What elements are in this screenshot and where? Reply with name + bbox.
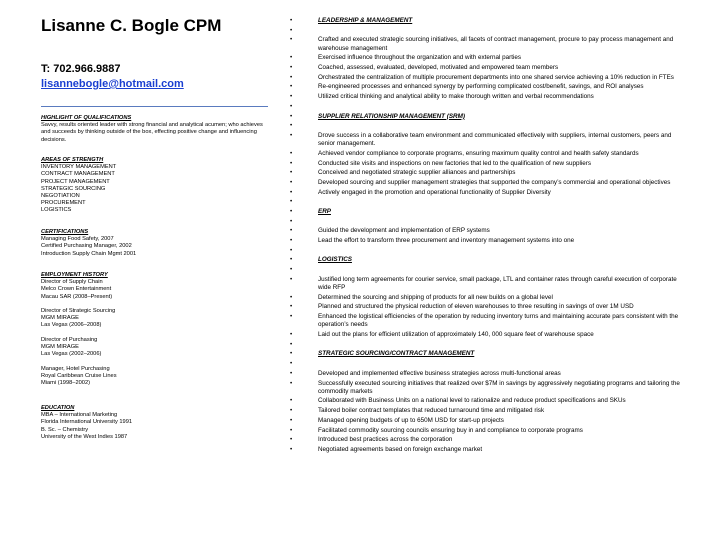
bullet-icon: • bbox=[290, 360, 293, 368]
bullet-text: Actively engaged in the promotion and operational functionality of Supplier Diversity bbox=[318, 188, 551, 196]
left-column bbox=[41, 16, 271, 440]
bullet-text: Orchestrated the centralization of multiple procurement departments into one shared service achieving a 10% reduction in FTEs bbox=[318, 73, 674, 81]
bullet-icon: • bbox=[290, 159, 293, 167]
bullet-item bbox=[290, 276, 690, 292]
bullet-icon: • bbox=[290, 112, 293, 120]
education-item: MBA – International Marketing bbox=[41, 412, 118, 419]
bullet-icon: • bbox=[290, 416, 293, 424]
bullet-icon: • bbox=[290, 340, 293, 348]
certification-item: Introduction Supply Chain Mgmt 2001 bbox=[41, 250, 137, 257]
bullet-item bbox=[290, 54, 690, 62]
bullet-text: Managed opening budgets of up to 650M USD for start-up projects bbox=[318, 416, 504, 424]
job-title: Director of Supply Chain bbox=[41, 279, 103, 286]
bullet-item bbox=[290, 446, 690, 454]
bullet-icon: • bbox=[290, 397, 293, 405]
phone-number: T: 702.966.9887 bbox=[41, 63, 121, 75]
bullet-icon: • bbox=[290, 217, 293, 225]
bullet-icon: • bbox=[290, 256, 293, 264]
bullet-item bbox=[290, 160, 690, 168]
bullet-text: Developed sourcing and supplier management strategies that supported the company’s commercial and operational objectives bbox=[318, 178, 671, 186]
strength-section bbox=[41, 157, 271, 215]
bullet-item bbox=[290, 179, 690, 187]
strength-item: CONTRACT MANAGEMENT bbox=[41, 171, 115, 178]
header-divider bbox=[41, 106, 268, 107]
bullet-icon: • bbox=[290, 64, 293, 71]
bullet-icon: • bbox=[290, 246, 293, 254]
section-heading: STRATEGIC SOURCING/CONTRACT MANAGEMENT bbox=[318, 350, 475, 358]
strength-item: PROJECT MANAGEMENT bbox=[41, 178, 110, 185]
bullet-item bbox=[290, 83, 690, 91]
bullet-icon: • bbox=[290, 266, 293, 274]
section-heading: LEADERSHIP & MANAGEMENT bbox=[318, 17, 413, 24]
bullet-text: Drove success in a collaborative team environment and communicated effectively with suppliers, internal customers, peers and senior management. bbox=[318, 131, 672, 148]
empty-bullet-row bbox=[290, 103, 690, 111]
section-heading: EDUCATION bbox=[41, 405, 75, 411]
bullet-text: Achieved vendor compliance to corporate programs, ensuring maximum quality control and health safety standards bbox=[318, 149, 639, 157]
bullet-icon: • bbox=[290, 198, 293, 206]
empty-bullet-row bbox=[290, 198, 690, 206]
bullet-text: Conceived and negotiated strategic supplier alliances and partnerships bbox=[318, 169, 516, 177]
bullet-icon: • bbox=[290, 446, 293, 453]
section-text: decisions. bbox=[41, 136, 67, 143]
employment-section bbox=[41, 272, 271, 387]
candidate-name: Lisanne C. Bogle CPM bbox=[41, 16, 222, 35]
section-heading-row bbox=[290, 256, 690, 264]
bullet-item bbox=[290, 169, 690, 177]
empty-bullet-row bbox=[290, 122, 690, 130]
bullet-icon: • bbox=[290, 149, 293, 157]
bullet-text: Laid out the plans for efficient utilization of approximately 140, 000 square feet of warehouse space bbox=[318, 331, 594, 339]
strength-item: NEGOTIATION bbox=[41, 193, 80, 200]
certification-item: Certified Purchasing Manager, 2002 bbox=[41, 243, 132, 250]
bullet-icon: • bbox=[290, 379, 293, 387]
certifications-section bbox=[41, 229, 271, 258]
bullet-item bbox=[290, 303, 690, 311]
job-title: Director of Purchasing bbox=[41, 336, 98, 343]
bullet-icon: • bbox=[290, 169, 293, 177]
bullet-item bbox=[290, 294, 690, 302]
bullet-text: Developed and implemented effective business strategies across multi-functional areas bbox=[318, 369, 561, 377]
bullet-icon: • bbox=[290, 17, 293, 24]
education-item: B. Sc. – Chemistry bbox=[41, 426, 89, 433]
bullet-text: Tailored boiler contract templates that reduced turnaround time and mitigated risk bbox=[318, 407, 545, 415]
section-heading-row bbox=[290, 113, 690, 121]
empty-bullet-row bbox=[290, 360, 690, 368]
job-location: Macau SAR (2008–Present) bbox=[41, 293, 113, 300]
bullet-text: Exercised influence throughout the organization and with external parties bbox=[318, 54, 522, 62]
section-heading: SUPPLIER RELATIONSHIP MANAGEMENT (SRM) bbox=[318, 112, 465, 120]
empty-bullet-row bbox=[290, 266, 690, 274]
bullet-icon: • bbox=[290, 426, 293, 434]
bullet-text: Coached, assessed, evaluated, developed, motivated and empowered team members bbox=[318, 64, 559, 71]
bullet-item bbox=[290, 36, 690, 52]
right-column bbox=[290, 17, 690, 456]
bullet-text: Introduced best practices across the corporation bbox=[318, 436, 453, 444]
section-heading: HIGHLIGHT OF QUALIFICATIONS bbox=[41, 115, 132, 121]
bullet-text: Facilitated commodity sourcing councils ensuring buy in and compliance to corporate programs bbox=[318, 426, 583, 434]
bullet-icon: • bbox=[290, 73, 293, 81]
bullet-icon: • bbox=[290, 313, 293, 321]
bullet-item bbox=[290, 237, 690, 245]
strength-item: STRATEGIC SOURCING bbox=[41, 185, 106, 192]
empty-bullet-row bbox=[290, 341, 690, 349]
bullet-item bbox=[290, 331, 690, 339]
bullet-icon: • bbox=[290, 93, 293, 101]
section-heading: AREAS OF STRENGTH bbox=[41, 157, 104, 163]
bullet-text: Determined the sourcing and shipping of products for all new builds on a global level bbox=[318, 293, 553, 301]
bullet-text: Utilized critical thinking and analytical ability to make thorough written and verbal recommendations bbox=[318, 93, 594, 101]
section-text: and succeeds by thinking outside of the box, effecting positive change and influencing bbox=[41, 129, 257, 136]
email-link[interactable]: lisannebogle@hotmail.com bbox=[41, 78, 184, 90]
section-heading-row bbox=[290, 350, 690, 358]
bullet-text: Justified long term agreements for courier service, small package, LTL and container rates through careful execution of corporate wide RFP bbox=[318, 275, 677, 292]
bullet-text: Lead the effort to transform three procurement and inventory management systems into one bbox=[318, 237, 575, 245]
bullet-text: Negotiated agreements based on foreign exchange market bbox=[318, 446, 483, 453]
bullet-item bbox=[290, 407, 690, 415]
section-heading: LOGISTICS bbox=[318, 256, 352, 264]
job-title: Director of Strategic Sourcing bbox=[41, 308, 116, 314]
bullet-icon: • bbox=[290, 293, 293, 301]
section-heading: ERP bbox=[318, 208, 331, 215]
strength-item: INVENTORY MANAGEMENT bbox=[41, 164, 117, 171]
bullet-icon: • bbox=[290, 26, 293, 34]
bullet-item bbox=[290, 93, 690, 101]
bullet-text: Enhanced the logistical efficiencies of the operation by reducing inventory turns and maintaining accurate pars consistent with the operation’s needs bbox=[318, 313, 679, 329]
bullet-icon: • bbox=[290, 36, 293, 44]
bullet-text: Successfully executed sourcing initiatives that realized over $7M in savings by aggressively negotiating programs and tailoring the commodity markets bbox=[318, 379, 680, 395]
strength-item: PROCUREMENT bbox=[41, 200, 86, 207]
bullet-icon: • bbox=[290, 227, 293, 235]
education-section bbox=[41, 405, 271, 441]
bullet-icon: • bbox=[290, 350, 293, 358]
section-heading: EMPLOYMENT HISTORY bbox=[41, 272, 108, 278]
job-employer: MGM MIRAGE bbox=[41, 344, 79, 350]
bullet-item bbox=[290, 74, 690, 82]
bullet-icon: • bbox=[290, 178, 293, 186]
bullet-icon: • bbox=[290, 407, 293, 415]
bullet-item bbox=[290, 227, 690, 235]
bullet-item bbox=[290, 132, 690, 148]
job-employer: Melco Crown Entertainment bbox=[41, 286, 112, 293]
bullet-item bbox=[290, 189, 690, 197]
job-title: Manager, Hotel Purchasing bbox=[41, 365, 110, 372]
section-text: Savvy, results oriented leader with strong financial and analytical acumen; who achieves bbox=[41, 122, 263, 129]
empty-bullet-row bbox=[290, 27, 690, 35]
bullet-icon: • bbox=[290, 83, 293, 91]
bullet-icon: • bbox=[290, 303, 293, 311]
bullet-icon: • bbox=[290, 208, 293, 215]
empty-bullet-row bbox=[290, 247, 690, 255]
bullet-item bbox=[290, 150, 690, 158]
bullet-icon: • bbox=[290, 275, 293, 283]
bullet-item bbox=[290, 313, 690, 329]
section-heading-row bbox=[290, 17, 690, 25]
bullet-item bbox=[290, 436, 690, 444]
bullet-text: Guided the development and implementation of ERP systems bbox=[318, 227, 490, 235]
bullet-icon: • bbox=[290, 122, 293, 130]
bullet-text: Collaborated with Business Units on a national level to rationalize and reduce product specifications and SKUs bbox=[318, 397, 626, 405]
bullet-icon: • bbox=[290, 54, 293, 62]
section-heading-row bbox=[290, 208, 690, 216]
bullet-item bbox=[290, 64, 690, 72]
bullet-item bbox=[290, 370, 690, 378]
bullet-icon: • bbox=[290, 331, 293, 339]
job-employer: Royal Caribbean Cruise Lines bbox=[41, 372, 117, 379]
bullet-icon: • bbox=[290, 237, 293, 245]
bullet-item bbox=[290, 380, 690, 396]
bullet-icon: • bbox=[290, 369, 293, 377]
bullet-item bbox=[290, 417, 690, 425]
job-location: Las Vegas (2002–2006) bbox=[41, 351, 102, 358]
bullet-text: Crafted and executed strategic sourcing initiatives, all facets of contract management, procure to pay process management and warehouse management bbox=[318, 36, 674, 52]
bullet-text: Conducted site visits and inspections on new factories that led to the qualification of new suppliers bbox=[318, 159, 592, 167]
education-item: Florida International University 1991 bbox=[41, 419, 133, 426]
education-item: University of the West Indies 1987 bbox=[41, 433, 128, 440]
bullet-icon: • bbox=[290, 102, 293, 110]
bullet-item bbox=[290, 397, 690, 405]
bullet-icon: • bbox=[290, 436, 293, 444]
bullet-icon: • bbox=[290, 188, 293, 196]
section-heading: CERTIFICATIONS bbox=[41, 229, 89, 235]
strength-item: LOGISTICS bbox=[41, 207, 72, 214]
bullet-item bbox=[290, 427, 690, 435]
empty-bullet-row bbox=[290, 218, 690, 226]
certification-item: Managing Food Safety, 2007 bbox=[41, 236, 114, 243]
bullet-text: Re-engineered processes and enhanced synergy by performing complicated cost/benefit, savings, and ROI analyses bbox=[318, 83, 644, 91]
job-location: Miami (1998–2002) bbox=[41, 380, 91, 386]
highlight-section bbox=[41, 115, 271, 144]
bullet-icon: • bbox=[290, 131, 293, 139]
job-location: Las Vegas (2006–2008) bbox=[41, 322, 102, 329]
job-employer: MGM MIRAGE bbox=[41, 315, 79, 322]
bullet-text: Planned and structured the physical reduction of eleven warehouses to three resulting in savings of over 1M USD bbox=[318, 303, 634, 311]
